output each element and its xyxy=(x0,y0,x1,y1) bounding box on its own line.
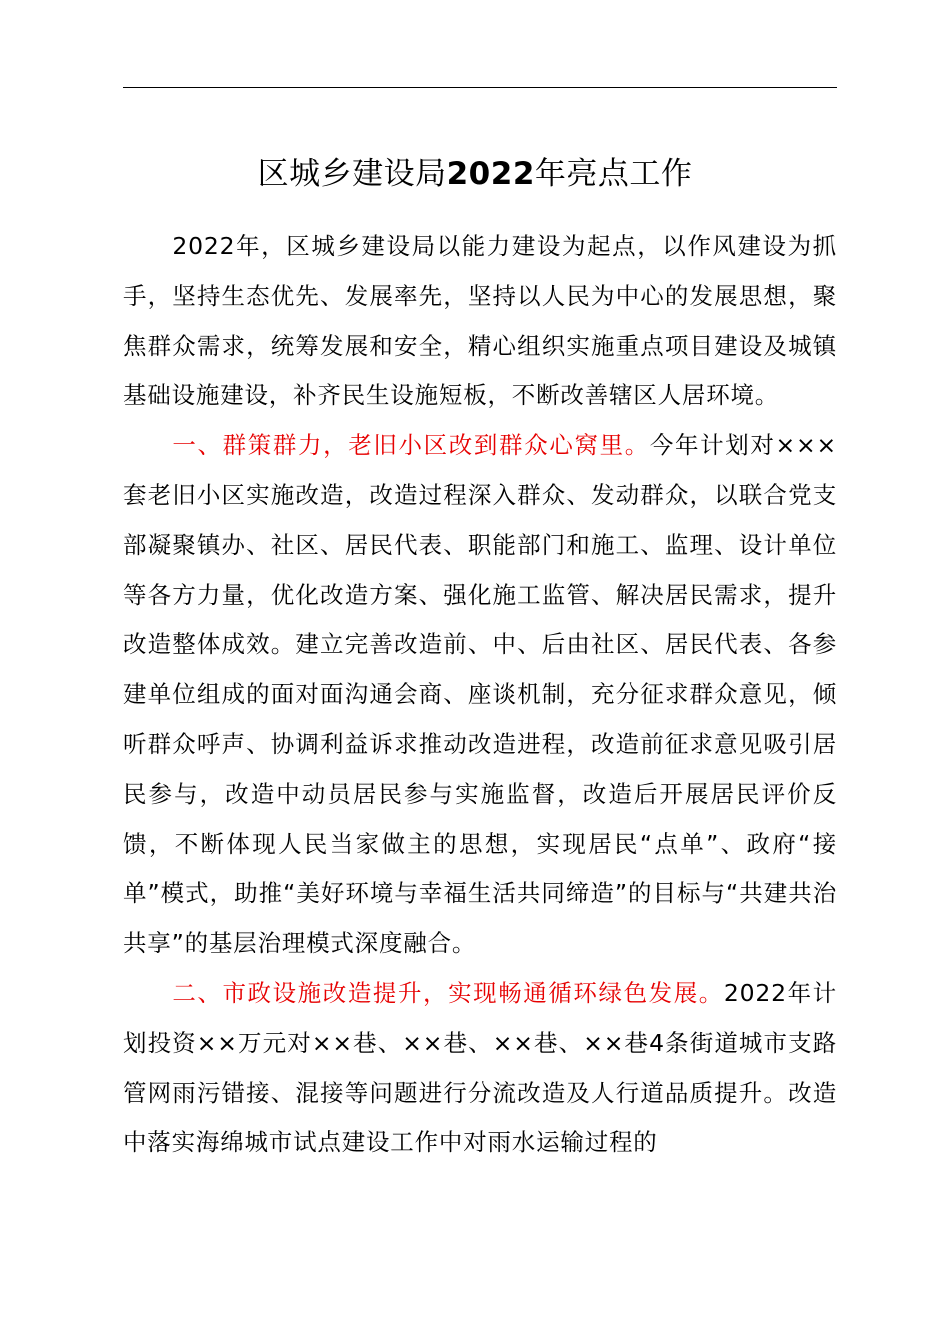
document-title xyxy=(0,150,950,198)
section-1-heading: 一、群策群力，老旧小区改到群众心窝里。 xyxy=(172,431,650,460)
section-1-text: 今年计划对×××套老旧小区实施改造，改造过程深入群众、发动群众，以联合党支部凝聚镇办、社区、居民代表、职能部门和施工、监理、设计单位等各方力量，优化改造方案、强化施工监管、解决居民需求，提升改造整体成效。建立完善改造前、中、后由社区、居民代表、各参建单位组成的面对面沟通会商、座谈机制，充分征求群众意见，倾听群众呼声、协调利益诉求推动改造进程，改造前征求意见吸引居民参与，改造中动员居民参与实施监督，改造后开展居民评价反馈，不断体现人民当家做主的思想，实现居民“点单”、政府“接单”模式，助推“美好环境与幸福生活共同缔造”的目标与“共建共治共享”的基层治理模式深度融合。 xyxy=(123,431,837,958)
section-2-paragraph xyxy=(123,969,837,1168)
title-prefix: 区城乡建设局 xyxy=(257,156,447,192)
section-2-heading: 二、市政设施改造提升，实现畅通循环绿色发展。 xyxy=(172,978,724,1007)
document-body xyxy=(123,222,837,1168)
top-rule xyxy=(123,87,837,88)
title-year: 2022 xyxy=(446,156,535,192)
title-suffix: 年亮点工作 xyxy=(534,156,693,192)
section-2-text: 2022年计划投资××万元对××巷、××巷、××巷、××巷4条街道城市支路管网雨污错接、混接等问题进行分流改造及人行道品质提升。改造中落实海绵城市试点建设工作中对雨水运输过程的 xyxy=(123,978,837,1157)
intro-paragraph: 2022年，区城乡建设局以能力建设为起点，以作风建设为抓手，坚持生态优先、发展率先，坚持以人民为中心的发展思想，聚焦群众需求，统筹发展和安全，精心组织实施重点项目建设及城镇基础设施建设，补齐民生设施短板，不断改善辖区人居环境。 xyxy=(123,232,837,410)
section-1-paragraph xyxy=(123,421,837,969)
